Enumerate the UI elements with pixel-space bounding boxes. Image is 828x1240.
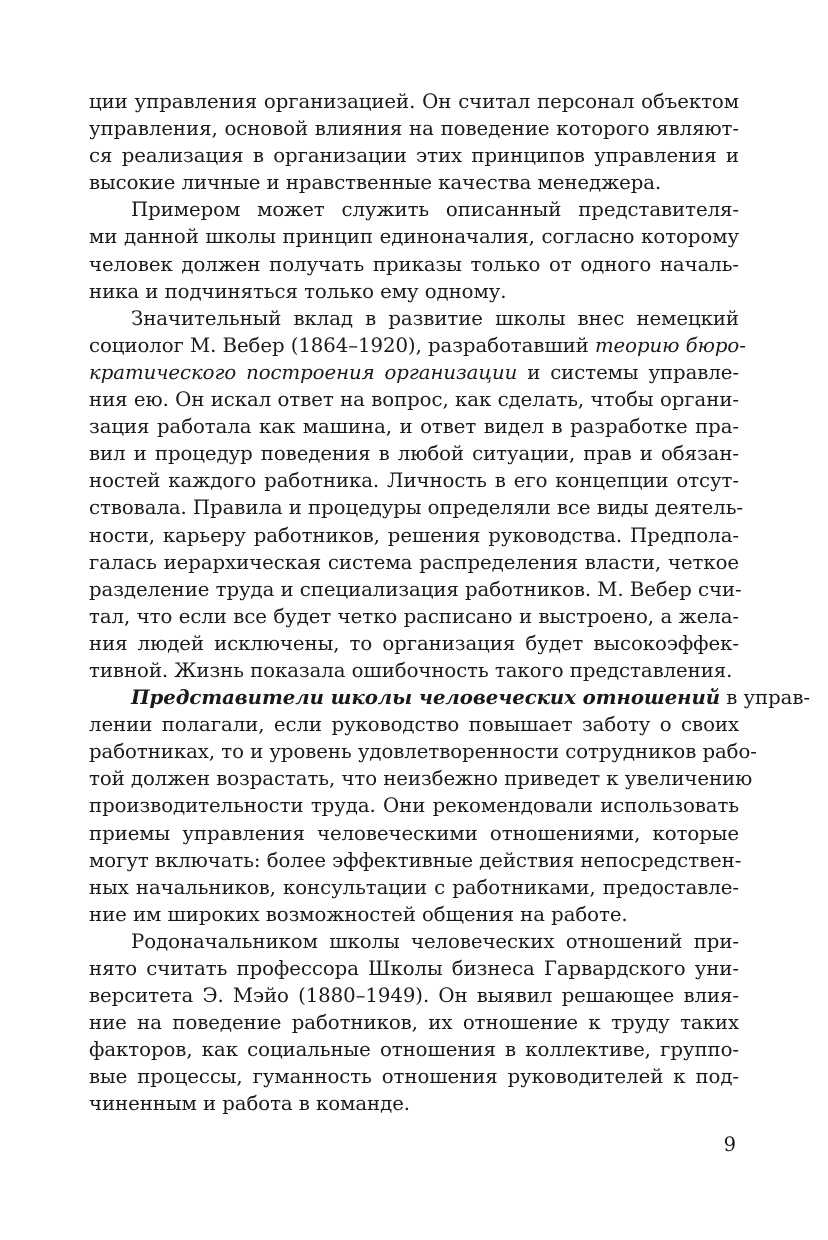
text-line: нято считать профессора Школы бизнеса Гарвардского уни- <box>89 957 739 980</box>
text-line: лении полагали, если руководство повышает заботу о своих <box>89 713 739 737</box>
text-line: Родоначальником школы человеческих отношений при- <box>131 929 739 953</box>
text-line: ности, карьеру работников, решения руководства. Предпола- <box>89 523 739 547</box>
text-line: ции управления организацией. Он считал персонал объектом <box>89 90 739 113</box>
text-line <box>89 332 746 359</box>
text-line: могут включать: более эффективные действия непосредствен- <box>89 848 742 872</box>
italic-term: кратического построения организации <box>89 360 518 384</box>
text-line: чиненным и работа в команде. <box>89 1092 411 1116</box>
text-column <box>89 88 810 1118</box>
text-line: управления, основой влияния на поведение которого являют- <box>89 117 739 141</box>
text-line: вые процессы, гуманность отношения руководителей к под- <box>89 1065 739 1089</box>
text-line: приемы управления человеческими отношениями, которые <box>89 821 739 845</box>
bold-italic-term: Представители школы человеческих отношений <box>131 686 721 710</box>
text-line: галась иерархическая система распределения власти, четкое <box>89 550 739 574</box>
text-line: ных начальников, консультации с работниками, предоставле- <box>89 875 739 899</box>
text-line: ся реализация в организации этих принципов управления и <box>89 144 739 168</box>
text-line: верситета Э. Мэйо (1880–1949). Он выявил решающее влия- <box>89 984 739 1008</box>
text-line: производительности труда. Они рекомендовали использовать <box>89 794 739 818</box>
text-line: тивной. Жизнь показала ошибочность такого представления. <box>89 658 733 682</box>
text-line: ние им широких возможностей общения на работе. <box>89 902 628 926</box>
text-line: ми данной школы принцип единоначалия, согласно которому <box>89 225 739 249</box>
text-line: ника и подчиняться только ему одному. <box>89 279 507 303</box>
page-number: 9 <box>723 1133 736 1156</box>
text-line: ствовала. Правила и процедуры определяли все виды деятель- <box>89 496 743 520</box>
text-line: ностей каждого работника. Личность в его концепции отсут- <box>89 469 739 493</box>
text-line: человек должен получать приказы только от одного началь- <box>89 252 739 276</box>
text-line: высокие личные и нравственные качества менеджера. <box>89 171 662 195</box>
paragraph-mayo <box>89 928 739 1118</box>
text-line: ние на поведение работников, их отношение к труду таких <box>89 1011 739 1035</box>
text-run: и системы управле- <box>517 360 739 384</box>
text-line: тал, что если все будет четко расписано и выстроено, а жела- <box>89 604 739 628</box>
text-run: социолог М. Вебер (1864–1920), разработавший <box>89 333 595 357</box>
text-run: в управ- <box>720 686 810 710</box>
paragraph-unity-of-command <box>89 196 739 304</box>
paragraph-weber <box>89 305 746 684</box>
paragraph-continuation <box>89 88 739 196</box>
text-line: ния людей исключены, то организация будет высокоэффек- <box>89 631 739 655</box>
text-line: вил и процедур поведения в любой ситуации, прав и обязан- <box>89 442 739 466</box>
text-line: ния ею. Он искал ответ на вопрос, как сделать, чтобы органи- <box>89 388 739 412</box>
italic-term: теорию бюро- <box>594 333 746 357</box>
text-line <box>89 359 739 386</box>
text-line: работниках, то и уровень удовлетворенности сотрудников рабо- <box>89 740 757 764</box>
text-line: Значительный вклад в развитие школы внес немецкий <box>131 306 739 330</box>
text-line: факторов, как социальные отношения в коллективе, группо- <box>89 1038 739 1062</box>
text-line: той должен возрастать, что неизбежно приведет к увеличению <box>89 767 753 791</box>
text-line <box>89 684 810 711</box>
text-line: Примером может служить описанный представителя- <box>131 198 739 222</box>
paragraph-human-relations <box>89 684 810 928</box>
text-line: разделение труда и специализация работников. М. Вебер счи- <box>89 577 742 601</box>
text-line: зация работала как машина, и ответ видел в разработке пра- <box>89 415 739 439</box>
